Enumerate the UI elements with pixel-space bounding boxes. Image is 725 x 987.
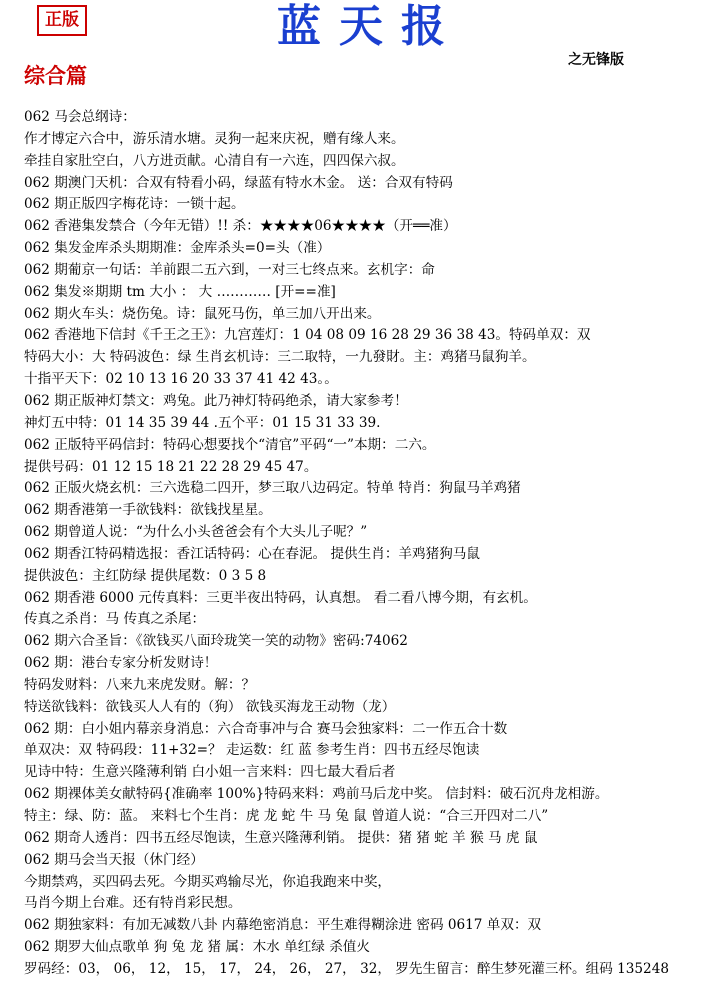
text-line: 十指平天下：02 10 13 16 20 33 37 41 42 43。。 bbox=[24, 371, 338, 388]
article-body bbox=[24, 107, 714, 981]
text-line: 062 香港集发禁合（今年无错）!! 杀：★★★★06★★★★（开══准） bbox=[24, 218, 457, 235]
text-line: 062 期马会当天报（休门经） bbox=[24, 851, 204, 868]
text-line: 062 期澳门天机：合双有特看小码，绿蓝有特水木金。 送：合双有特码 bbox=[24, 174, 453, 191]
text-line: 062 期香江特码精选报：香江话特码：心在春泥。 提供生肖：羊鸡猪狗马鼠 bbox=[24, 545, 480, 562]
text-line: 特主：绿、防：蓝。 来料七个生肖：虎 龙 蛇 牛 马 兔 鼠 曾道人说：“合三开四对二八” bbox=[24, 808, 549, 824]
newspaper-title: 蓝天报 bbox=[277, 1, 463, 52]
text-line: 062 期裸体美女献特码{准确率 100%}特码来料：鸡前马后龙中奖。 信封料：破石沉舟龙相游。 bbox=[24, 786, 609, 803]
text-line: 提供号码：01 12 15 18 21 22 28 29 45 47。 bbox=[24, 458, 318, 475]
text-line: 062 集发※期期 tm 大小 ： 大 ………… [开==准] bbox=[24, 283, 336, 300]
text-line: 062 期香港 6000 元传真料：三更半夜出特码，认真想。 看二看八博今期，有玄机。 bbox=[24, 589, 537, 606]
text-line: 062 期：港台专家分析发财诗！ bbox=[24, 655, 218, 672]
text-line: 今期禁鸡，买四码去死。今期买鸡输尽光，你追我跑来中奖， bbox=[24, 873, 392, 890]
text-line: 罗码经：03， 06， 12， 15， 17， 24， 26， 27， 32， 罗先生留言：醉生梦死灌三杯。组码 135248 bbox=[24, 960, 669, 977]
text-line: 提供波色：主红防绿 提供尾数：0 3 5 8 bbox=[24, 567, 267, 584]
text-line: 特码大小：大 特码波色：绿 生肖玄机诗：三二取特，一九發財。主：鸡猪马鼠狗羊。 bbox=[24, 349, 536, 366]
text-line: 062 期奇人透肖：四书五经尽饱读，生意兴隆薄利销。 提供：猪 猪 蛇 羊 猴 马 虎 鼠 bbox=[24, 829, 538, 846]
text-line: 062 正版火烧玄机：三六选稳二四开，梦三取八边码定。特单 特肖：狗鼠马羊鸡猪 bbox=[24, 480, 521, 497]
text-line: 062 期火车头：烧伤兔。诗：鼠死马伤，单三加八开出来。 bbox=[24, 305, 381, 322]
text-line: 062 期六合圣旨：《欲钱买八面玲珑笑一笑的动物》密码:74062 bbox=[24, 633, 408, 650]
section-heading: 综合篇 bbox=[24, 64, 87, 88]
text-line: 062 期：白小姐内幕亲身消息：六合奇事冲与合 赛马会独家料：二一作五合十数 bbox=[24, 720, 508, 737]
text-line: 062 期独家料：有加无减数八卦 内幕绝密消息：平生难得糊涂进 密码 0617 单双：双 bbox=[24, 917, 542, 934]
text-line: 特送欲钱料：欲钱买人人有的（狗） 欲钱买海龙王动物（龙） bbox=[24, 698, 396, 715]
text-line: 单双决：双 特码段：11+32=？ 走运数：红 蓝 参考生肖：四书五经尽饱读 bbox=[24, 742, 480, 759]
text-line: 神灯五中特：01 14 35 39 44 .五个平：01 15 31 33 39. bbox=[24, 414, 381, 431]
text-line: 062 期正版神灯禁文：鸡兔。此乃神灯特码绝杀，请大家参考！ bbox=[24, 392, 408, 409]
text-line: 见诗中特：生意兴隆薄利销 白小姐一言来料：四七最大看后者 bbox=[24, 764, 396, 781]
text-line: 062 期香港第一手欲钱料：欲钱找星星。 bbox=[24, 502, 272, 519]
text-line: 062 期罗大仙点歌单 狗 兔 龙 猪 属：木水 单红绿 杀值火 bbox=[24, 939, 370, 956]
text-line: 062 香港地下信封《千王之王》：九宫莲灯：1 04 08 09 16 28 29 36 38 43。特码单双：双 bbox=[24, 327, 591, 344]
text-line: 062 期葡京一句话：羊前跟二五六到，一对三七终点来。玄机字：命 bbox=[24, 261, 435, 278]
text-line: 作才博定六合中，游乐清水塘。灵狗一起来庆祝，赠有缘人来。 bbox=[24, 130, 405, 147]
text-line: 马肖今期上台难。还有特肖彩民想。 bbox=[24, 895, 242, 912]
text-line: 特码发财料：八来九来虎发财。解：？ bbox=[24, 676, 256, 693]
text-line: 062 期正版四字梅花诗：一锁十起。 bbox=[24, 196, 245, 213]
edition-label: 之无锋版 bbox=[568, 52, 624, 68]
text-line: 062 期曾道人说：“为什么小头爸爸会有个大头儿子呢？” bbox=[24, 524, 368, 541]
text-line: 062 集发金库杀头期期准：金库杀头=0=头（准） bbox=[24, 240, 331, 257]
text-line: 牵挂自家肚空白，八方进贡献。心清自有一六连，四四保六叔。 bbox=[24, 152, 405, 169]
text-line: 062 正版特平码信封：特码心想要找个“清官”平码“一”本期：二六。 bbox=[24, 436, 436, 453]
text-line: 传真之杀肖：马 传真之杀尾： bbox=[24, 611, 206, 628]
text-line: 062 马会总纲诗： bbox=[24, 109, 136, 125]
edition-badge: 正版 bbox=[37, 5, 87, 36]
